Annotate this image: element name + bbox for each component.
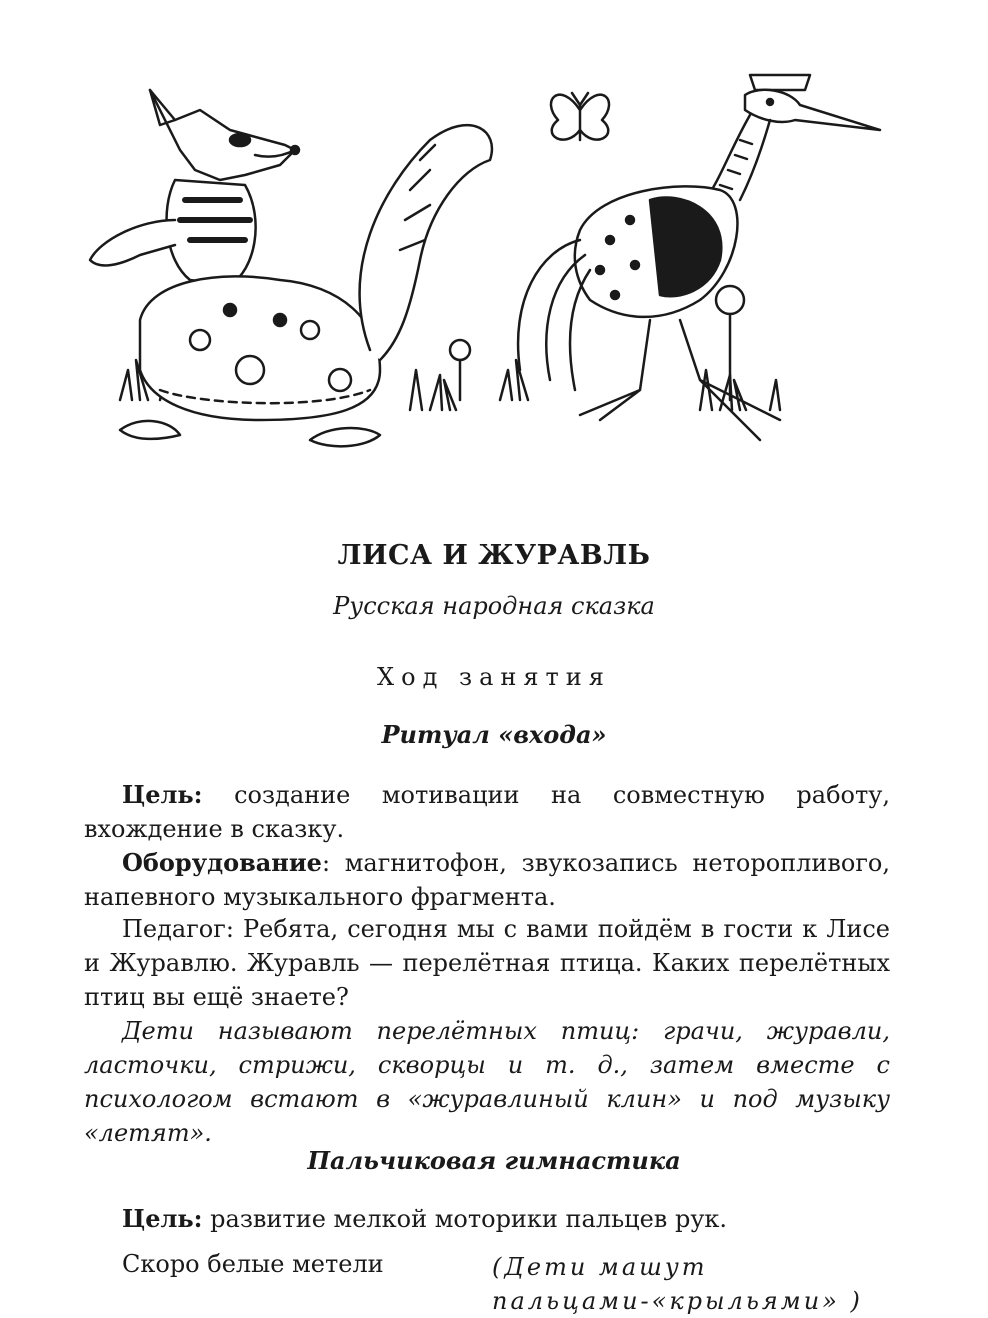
story-subtitle: Русская народная сказка (333, 592, 655, 620)
gymnastics-heading: Пальчиковая гимнастика (307, 1146, 681, 1175)
ritual-goal-text: создание мотивации на совместную работу, вхождение в сказку. (84, 781, 890, 843)
ritual-goal-label: Цель: (122, 780, 203, 809)
crane-icon (450, 75, 880, 440)
story-title: ЛИСА И ЖУРАВЛЬ (337, 540, 651, 571)
ritual-teacher: Педагог: Ребята, сегодня мы с вами пойдём в гости к Лисе и Журавлю. Журавль — перелётная птица. Каких перелётных птиц вы ещё знаете? (84, 915, 890, 1011)
gymnastics-goal-text: развитие мелкой моторики пальцев рук. (202, 1205, 728, 1233)
poem-stage-direction: (Дети машут пальцами-«крыльями» ) (492, 1253, 863, 1315)
gymnastics-goal-label: Цель: (122, 1204, 203, 1233)
poem-line: Скоро белые метели (122, 1250, 384, 1278)
butterfly-icon (551, 93, 609, 140)
ritual-goal (84, 778, 890, 846)
lesson-progress-heading: Ход занятия (377, 663, 611, 691)
fox-icon (90, 90, 492, 446)
ritual-heading: Ритуал «входа» (381, 720, 607, 749)
ritual-equipment-text: : магнитофон, звукозапись неторопливого, напевного музыкального фрагмента. (84, 849, 890, 911)
gymnastics-goal (84, 1202, 890, 1236)
ritual-children: Дети называют перелётных птиц: грачи, журавли, ласточки, стрижи, скворцы и т. д., затем вместе с психологом встают в «журавлиный клин» и под музыку «летят». (84, 1017, 890, 1147)
story-illustration (80, 70, 890, 470)
ritual-equipment (84, 846, 890, 914)
ritual-equipment-label: Оборудование (122, 848, 322, 877)
